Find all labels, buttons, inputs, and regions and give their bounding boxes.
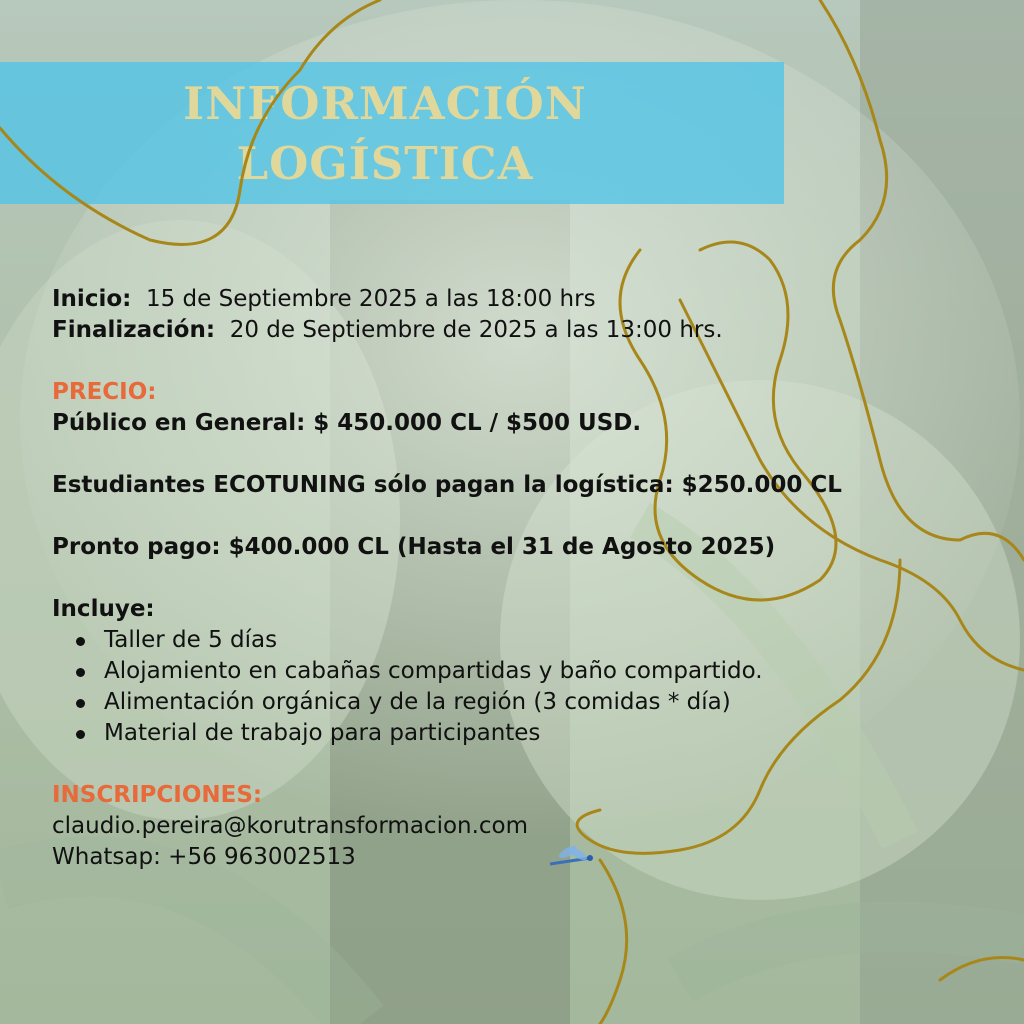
start-value: 15 de Septiembre 2025 a las 18:00 hrs [145,286,596,312]
info-content [52,284,992,873]
price-general: Público en General: $ 450.000 CL / $500 USD. [52,410,642,436]
price-early: Pronto pago: $400.000 CL (Hasta el 31 de Agosto 2025) [52,534,776,560]
list-item: Alimentación orgánica y de la región (3 comidas * día) [52,687,992,718]
end-line [52,315,992,346]
registration-whatsapp: Whatsap: +56 963002513 [52,844,356,870]
price-students: Estudiantes ECOTUNING sólo pagan la logística: $250.000 CL [52,472,842,498]
registration-heading: INSCRIPCIONES: [52,782,263,808]
price-heading: PRECIO: [52,379,157,405]
page-title [150,74,620,194]
list-item: Taller de 5 días [52,625,992,656]
start-line [52,284,992,315]
start-label: Inicio: [52,286,132,312]
end-value: 20 de Septiembre de 2025 a las 13:00 hrs. [229,317,723,343]
title-line-1: INFORMACIÓN [183,77,587,130]
includes-list [52,625,992,749]
list-item: Alojamiento en cabañas compartidas y baño compartido. [52,656,992,687]
end-label: Finalización: [52,317,216,343]
list-item: Material de trabajo para participantes [52,718,992,749]
title-line-2: LOGÍSTICA [236,137,534,190]
includes-heading: Incluye: [52,596,155,622]
registration-email: claudio.pereira@korutransformacion.com [52,813,529,839]
